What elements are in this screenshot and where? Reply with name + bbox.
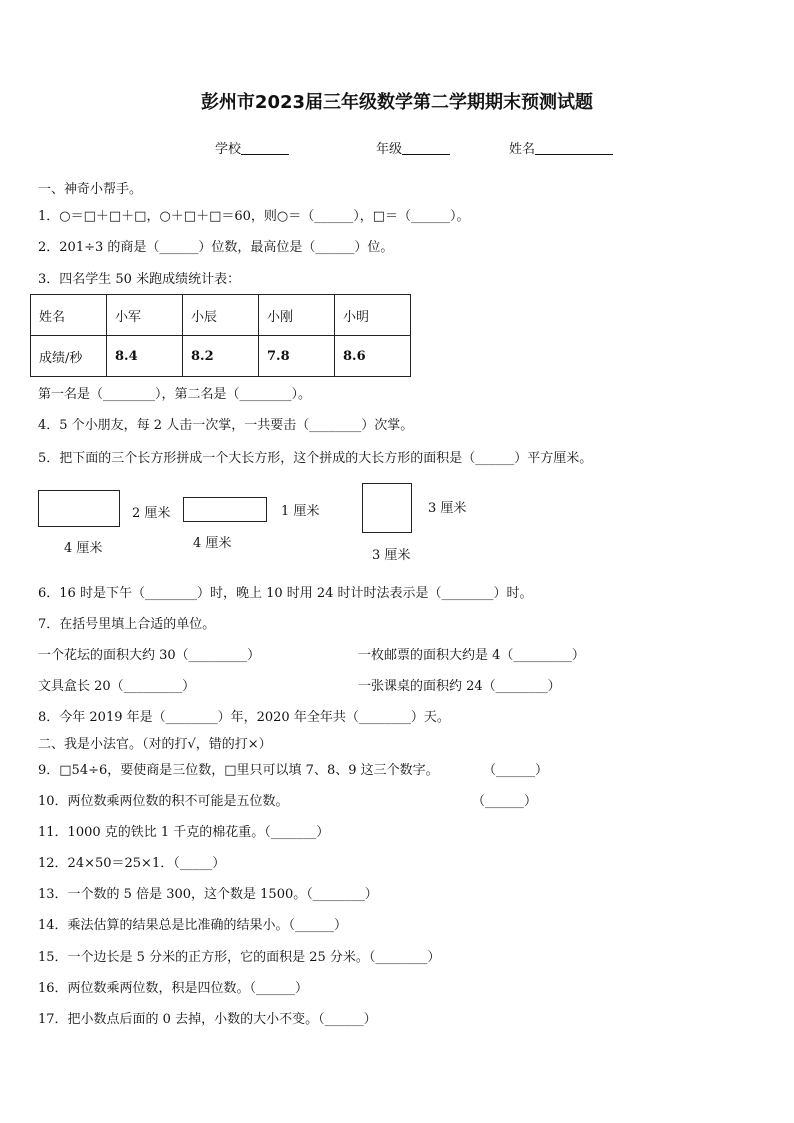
table-header-row — [31, 295, 411, 336]
rect3-side-label: 3 厘米 — [428, 501, 467, 516]
question-9: 9．□54÷6，要使商是三位数，□里只可以填 7、8、9 这三个数字。 — [38, 763, 439, 778]
rect2-side-label: 1 厘米 — [281, 504, 320, 519]
question-7c: 文具盒长 20（_________） — [38, 679, 196, 694]
table-row-label: 成绩/秒 — [31, 336, 107, 377]
rectangle-2 — [183, 497, 267, 522]
name-blank[interactable] — [535, 142, 613, 155]
grade-blank[interactable] — [402, 142, 450, 155]
question-10-bracket[interactable]: （______） — [472, 794, 538, 809]
rect2-bottom-label: 4 厘米 — [193, 536, 232, 551]
table-row — [31, 336, 411, 377]
table-header-cell: 小辰 — [183, 295, 259, 336]
school-blank[interactable] — [241, 142, 289, 155]
question-9-bracket[interactable]: （______） — [483, 763, 549, 778]
rect1-bottom-label: 4 厘米 — [64, 541, 103, 556]
table-header-cell: 姓名 — [31, 295, 107, 336]
grade-field — [376, 142, 450, 158]
question-3-answer: 第一名是（________），第二名是（________）。 — [38, 387, 312, 402]
table-header-cell: 小明 — [335, 295, 411, 336]
name-label: 姓名 — [509, 142, 536, 157]
scores-table — [30, 294, 411, 377]
section1-heading: 一、神奇小帮手。 — [38, 182, 143, 197]
question-6: 6．16 时是下午（________）时，晚上 10 时用 24 时计时法表示是（________）时。 — [38, 586, 533, 601]
grade-label: 年级 — [376, 142, 403, 157]
school-field — [215, 142, 289, 158]
question-7: 7．在括号里填上合适的单位。 — [38, 617, 216, 632]
question-8: 8．今年 2019 年是（________）年，2020 年全年共（________）天。 — [38, 710, 450, 725]
rect3-bottom-label: 3 厘米 — [372, 548, 411, 563]
rect1-side-label: 2 厘米 — [132, 506, 171, 521]
rectangle-1 — [38, 490, 120, 527]
question-2: 2．201÷3 的商是（______）位数，最高位是（______）位。 — [38, 240, 394, 255]
question-1: 1．○＝□＋□＋□，○＋□＋□＝60，则○＝（______），□＝（______）。 — [38, 209, 470, 224]
school-label: 学校 — [215, 142, 242, 157]
question-10: 10．两位数乘两位数的积不可能是五位数。 — [38, 794, 289, 809]
rectangle-3 — [362, 483, 412, 533]
question-7d: 一张课桌的面积约 24（________） — [358, 679, 561, 694]
question-7a: 一个花坛的面积大约 30（_________） — [38, 648, 261, 663]
table-cell: 7.8 — [259, 336, 335, 377]
question-3: 3．四名学生 50 米跑成绩统计表： — [38, 272, 241, 287]
question-7b: 一枚邮票的面积大约是 4（_________） — [358, 648, 585, 663]
question-5: 5．把下面的三个长方形拼成一个大长方形，这个拼成的大长方形的面积是（______）平方厘米。 — [38, 451, 593, 466]
table-cell: 8.6 — [335, 336, 411, 377]
question-16: 16．两位数乘两位数，积是四位数。（______） — [38, 981, 309, 996]
question-14: 14．乘法估算的结果总是比准确的结果小。（______） — [38, 918, 348, 933]
question-17: 17．把小数点后面的 0 去掉，小数的大小不变。（______） — [38, 1012, 377, 1027]
table-header-cell: 小刚 — [259, 295, 335, 336]
section2-heading: 二、我是小法官。（对的打√，错的打×） — [38, 737, 272, 752]
question-4: 4．5 个小朋友，每 2 人击一次掌，一共要击（________）次掌。 — [38, 418, 414, 433]
page-title: 彭州市2023届三年级数学第二学期期末预测试题 — [200, 92, 594, 113]
question-15: 15．一个边长是 5 分米的正方形，它的面积是 25 分米。（________） — [38, 950, 441, 965]
table-header-cell: 小军 — [107, 295, 183, 336]
question-11: 11．1000 克的铁比 1 千克的棉花重。（_______） — [38, 825, 330, 840]
name-field — [509, 142, 613, 158]
question-13: 13．一个数的 5 倍是 300，这个数是 1500。（________） — [38, 887, 378, 902]
table-cell: 8.2 — [183, 336, 259, 377]
question-12: 12．24×50＝25×1．（_____） — [38, 856, 226, 871]
table-cell: 8.4 — [107, 336, 183, 377]
